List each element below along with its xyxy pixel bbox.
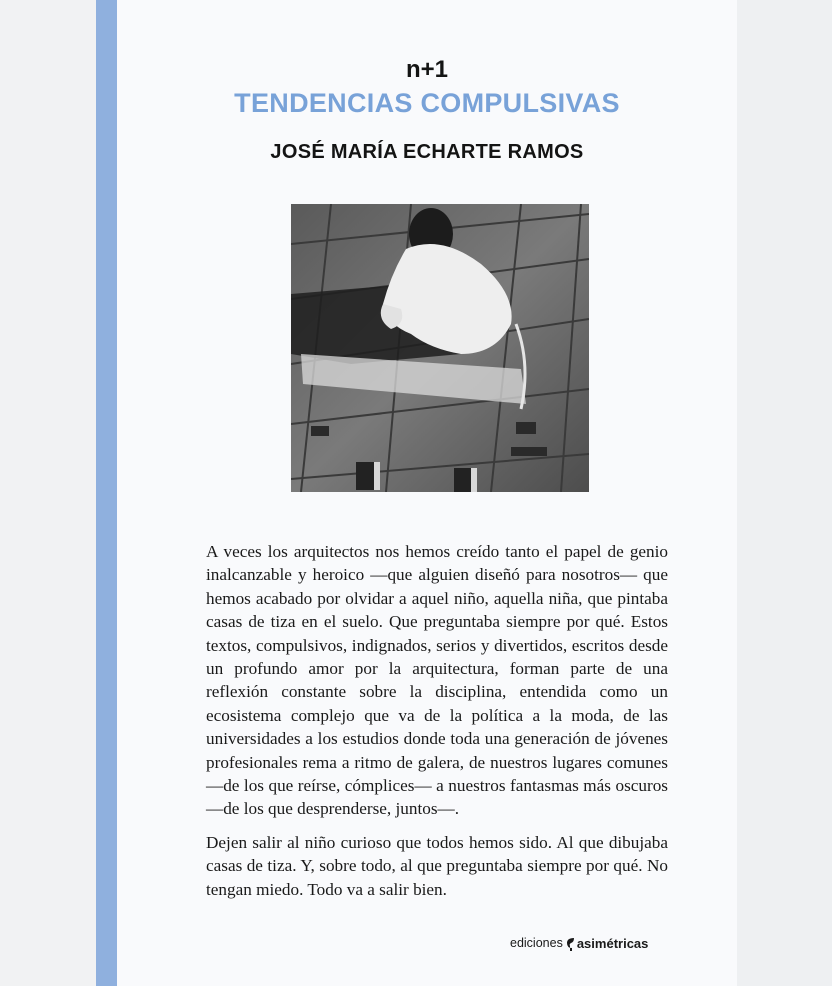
series-label	[117, 56, 737, 84]
series-name: n+1	[405, 56, 449, 83]
publisher-mark-icon	[565, 935, 575, 951]
cover-spine-stripe	[96, 0, 117, 986]
cover-photo-image	[291, 204, 589, 492]
synopsis-paragraph-1: A veces los arquitectos nos hemos creído tanto el papel de genio inalcanzable y heroico —que alguien diseñó para nosotros— que hemos acabado por olvidar a aquel niño, aquella niña, que pintaba casas de tiza en el suelo. Que preguntaba siempre por qué. Estos textos, compulsivos, indignados, serios y divertidos, escritos desde un profundo amor por la arquitectura, forman parte de una reflexión constante sobre la disciplina, entendida como un ecosistema complejo que va de la política a la moda, de las universidades a los estudios donde toda una generación de jóvenes profesionales rema a ritmo de galera, de nuestros lugares comunes —de los que reírse, cómplices— a nuestros fantasmas más oscuros —de los que desprenderse, juntos—.	[206, 542, 668, 819]
page-background	[737, 0, 832, 986]
cover-photo	[291, 204, 589, 492]
synopsis	[206, 540, 668, 911]
book-title: TENDENCIAS COMPULSIVAS	[234, 88, 620, 118]
synopsis-paragraph-2: Dejen salir al niño curioso que todos hemos sido. Al que dibujaba casas de tiza. Y, sobre todo, al que preguntaba siempre por qué. No tengan miedo. Todo va a salir bien.	[206, 832, 668, 899]
publisher-logo	[510, 935, 648, 951]
publisher-prefix: ediciones	[510, 936, 563, 950]
publisher-name: asimétricas	[576, 935, 649, 951]
book-author: JOSÉ MARÍA ECHARTE RAMOS	[270, 141, 584, 163]
